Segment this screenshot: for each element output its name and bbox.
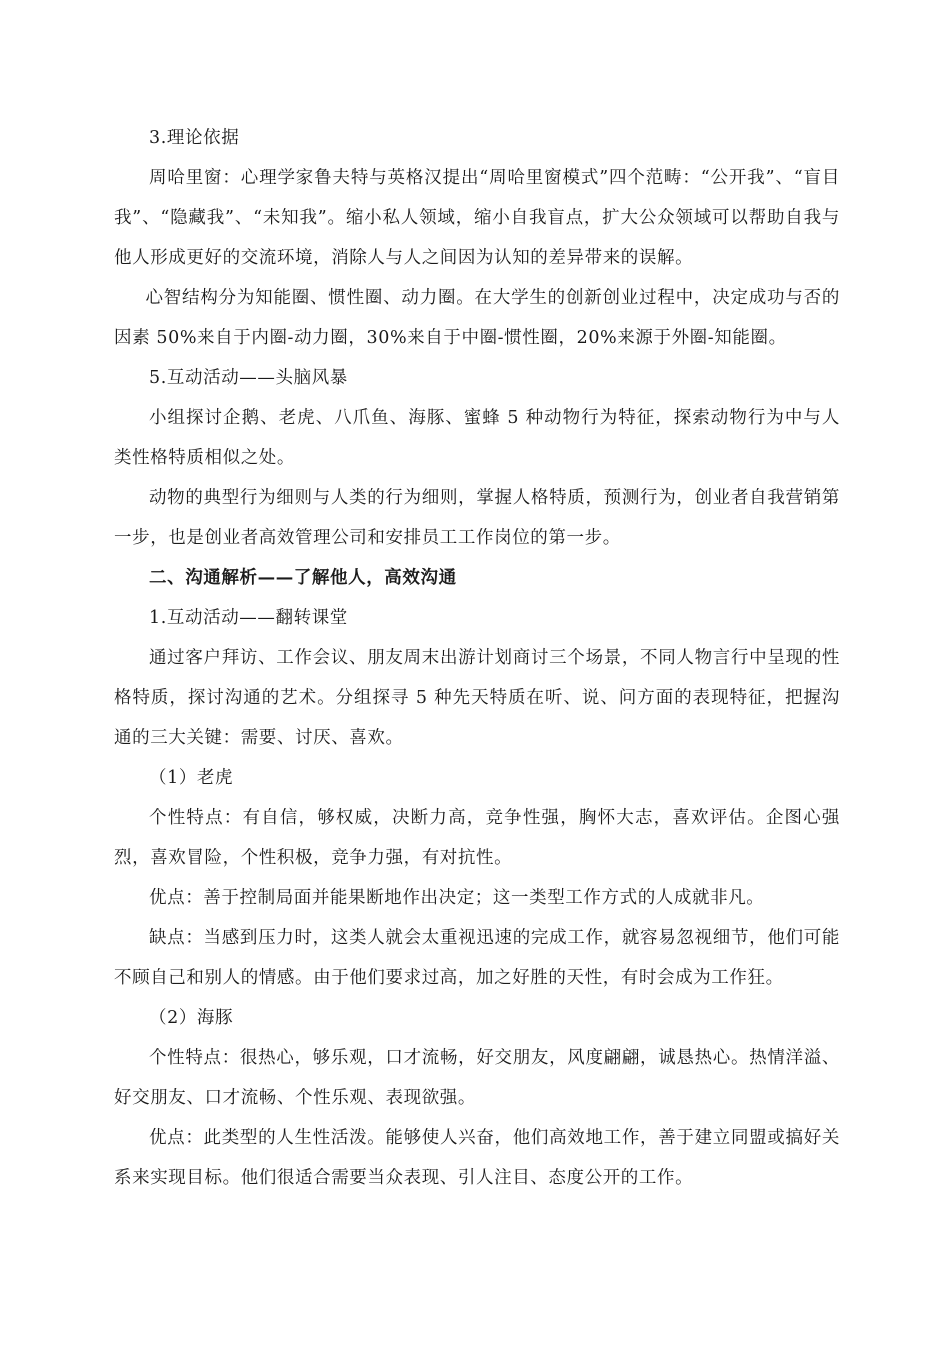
paragraph-scenarios: 通过客户拜访、工作会议、朋友周末出游计划商讨三个场景，不同人物言行中呈现的性格特质，探讨沟通的艺术。分组探寻 5 种先天特质在听、说、问方面的表现特征，把握沟通的三大关键：需要、讨厌、喜欢。: [114, 648, 840, 748]
heading-brainstorm: 5.互动活动——头脑风暴: [149, 368, 348, 388]
heading-theory-basis: 3.理论依据: [149, 128, 240, 148]
paragraph-group-discussion: 小组探讨企鹅、老虎、八爪鱼、海豚、蜜蜂 5 种动物行为特征，探索动物行为中与人类性格特质相似之处。: [114, 408, 840, 468]
section-heading-communication: 二、沟通解析——了解他人，高效沟通: [149, 568, 457, 588]
paragraph-tiger-traits: 个性特点：有自信，够权威，决断力高，竞争性强，胸怀大志，喜欢评估。企图心强烈，喜欢冒险，个性积极，竞争力强，有对抗性。: [114, 808, 840, 868]
paragraph-tiger-strengths: 优点：善于控制局面并能果断地作出决定；这一类型工作方式的人成就非凡。: [149, 888, 765, 908]
paragraph-dolphin-traits: 个性特点：很热心，够乐观，口才流畅，好交朋友，风度翩翩，诚恳热心。热情洋溢、好交朋友、口才流畅、个性乐观、表现欲强。: [114, 1048, 840, 1108]
paragraph-mind-structure: 心智结构分为知能圈、惯性圈、动力圈。在大学生的创新创业过程中，决定成功与否的因素 50%来自于内圈-动力圈，30%来自于中圈-惯性圈，20%来源于外圈-知能圈。: [114, 288, 840, 348]
document-body: [114, 118, 840, 1198]
heading-flipped-classroom: 1.互动活动——翻转课堂: [149, 608, 348, 628]
paragraph-johari-window: 周哈里窗：心理学家鲁夫特与英格汉提出“周哈里窗模式”四个范畴：“公开我”、“盲目我”、“隐藏我”、“未知我”。缩小私人领域，缩小自我盲点，扩大公众领域可以帮助自我与他人形成更好的交流环境，消除人与人之间因为认知的差异带来的误解。: [114, 168, 840, 268]
paragraph-dolphin-strengths: 优点：此类型的人生性活泼。能够使人兴奋，他们高效地工作，善于建立同盟或搞好关系来实现目标。他们很适合需要当众表现、引人注目、态度公开的工作。: [114, 1128, 840, 1188]
paragraph-animal-behavior: 动物的典型行为细则与人类的行为细则，掌握人格特质，预测行为，创业者自我营销第一步，也是创业者高效管理公司和安排员工工作岗位的第一步。: [114, 488, 840, 548]
heading-dolphin: （2）海豚: [149, 1008, 234, 1028]
paragraph-tiger-weaknesses: 缺点：当感到压力时，这类人就会太重视迅速的完成工作，就容易忽视细节，他们可能不顾自己和别人的情感。由于他们要求过高，加之好胜的天性，有时会成为工作狂。: [114, 928, 840, 988]
heading-tiger: （1）老虎: [149, 768, 234, 788]
